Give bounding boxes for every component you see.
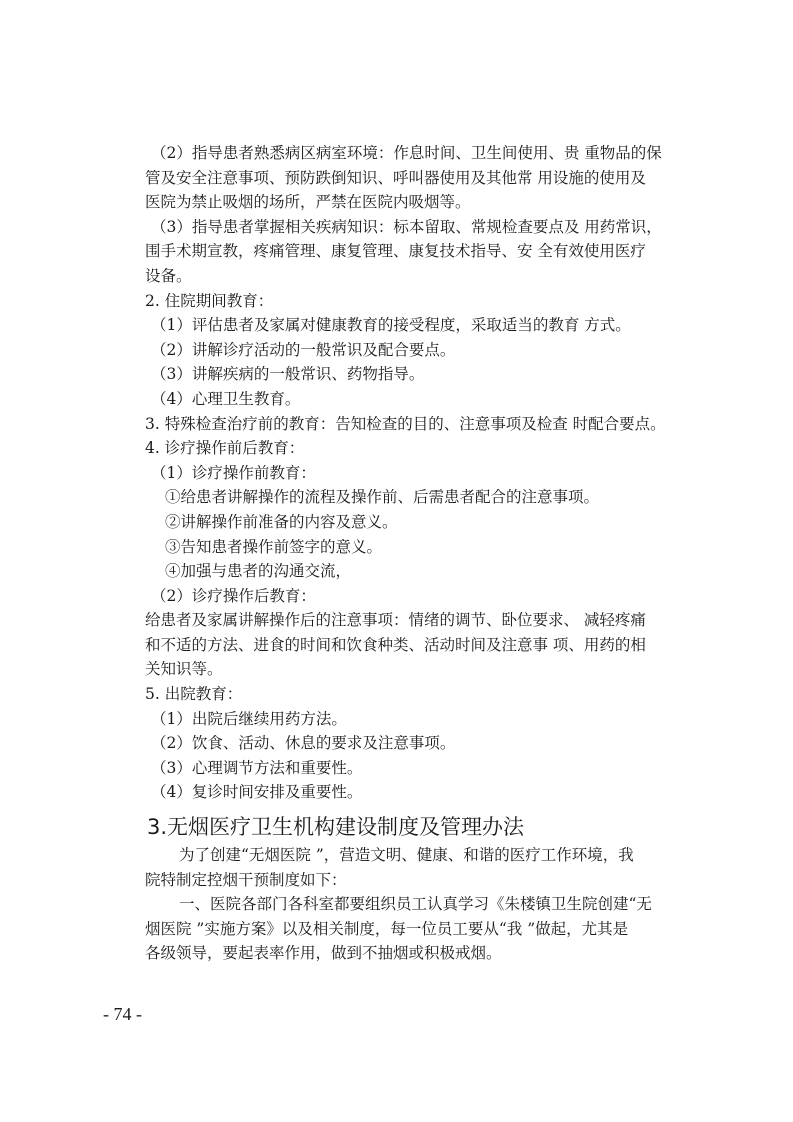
list-line: （2）讲解诊疗活动的一般常识及配合要点。 bbox=[151, 340, 456, 359]
section-body bbox=[145, 843, 705, 966]
paragraph-line: 院特制定控烟干预制度如下： bbox=[145, 870, 347, 889]
list-line: （4）复诊时间安排及重要性。 bbox=[151, 783, 363, 802]
section-title: 3.无烟医疗卫生机构建设制度及管理办法 bbox=[147, 815, 525, 839]
list-heading: 2. 住院期间教育： bbox=[145, 291, 274, 310]
paragraph-line: 烟医院 ”实施方案》以及相关制度，每一位员工要从“我 ”做起，尤其是 bbox=[145, 919, 629, 938]
page-number: - 74 - bbox=[103, 1004, 142, 1024]
list-line: ②讲解操作前准备的内容及意义。 bbox=[165, 512, 398, 531]
list-line: （2）指导患者熟悉病区病室环境：作息时间、卫生间使用、贵 重物品的保 bbox=[151, 144, 662, 162]
list-line: （3）指导患者掌握相关疾病知识：标本留取、常规检查要点及 用药常识， bbox=[151, 217, 662, 236]
paragraph-line: 一、医院各部门各科室都要组织员工认真学习《朱楼镇卫生院创建“无 bbox=[179, 895, 652, 914]
list-line: ①给患者讲解操作的流程及操作前、后需患者配合的注意事项。 bbox=[165, 488, 600, 507]
list-line: （1）评估患者及家属对健康教育的接受程度，采取适当的教育 方式。 bbox=[151, 316, 631, 335]
list-heading: 4. 诊疗操作前后教育： bbox=[145, 439, 305, 458]
list-line: （2）饮食、活动、休息的要求及注意事项。 bbox=[151, 734, 456, 753]
list-line: 设备。 bbox=[145, 266, 192, 285]
list-line: 管及安全注意事项、预防跌倒知识、呼叫器使用及其他常 用设施的使用及 bbox=[145, 168, 646, 187]
list-line: ④加强与患者的沟通交流， bbox=[165, 562, 352, 581]
list-heading: 5. 出院教育： bbox=[145, 685, 243, 704]
list-line: 和不适的方法、进食的时间和饮食种类、活动时间及注意事 项、用药的相 bbox=[145, 635, 646, 654]
education-list bbox=[145, 141, 705, 805]
list-line: 给患者及家属讲解操作后的注意事项：情绪的调节、卧位要求、 减轻疼痛 bbox=[145, 611, 646, 630]
list-line: 医院为禁止吸烟的场所，严禁在医院内吸烟等。 bbox=[145, 193, 471, 212]
list-line: ③告知患者操作前签字的意义。 bbox=[165, 537, 383, 556]
paragraph-line: 各级领导，要起表率作用，做到不抽烟或积极戒烟。 bbox=[145, 944, 502, 963]
list-line: （3）心理调节方法和重要性。 bbox=[151, 758, 363, 777]
list-line: 围手术期宣教，疼痛管理、康复管理、康复技术指导、安 全有效使用医疗 bbox=[145, 242, 646, 261]
list-line: （1）诊疗操作前教育： bbox=[151, 463, 316, 482]
list-line: （4）心理卫生教育。 bbox=[151, 389, 301, 408]
list-line: （3）讲解疾病的一般常识、药物指导。 bbox=[151, 365, 425, 384]
list-heading: 3. 特殊检查治疗前的教育：告知检查的目的、注意事项及检查 时配合要点。 bbox=[145, 414, 666, 433]
list-line: （1）出院后继续用药方法。 bbox=[151, 709, 347, 728]
list-line: 关知识等。 bbox=[145, 660, 223, 679]
paragraph-line: 为了创建“无烟医院 ”，营造文明、健康、和谐的医疗工作环境，我 bbox=[179, 846, 634, 864]
list-line: （2）诊疗操作后教育： bbox=[151, 586, 316, 605]
